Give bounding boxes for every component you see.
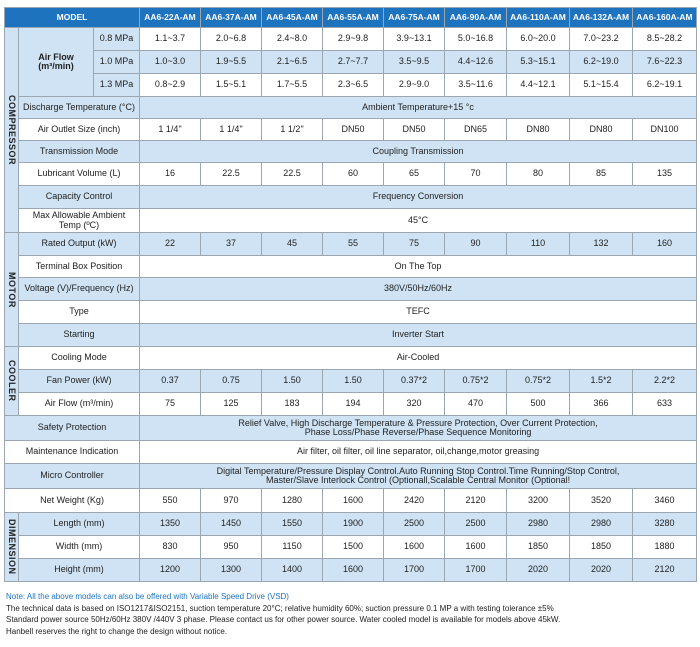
value-cell: 500 [507,393,570,416]
value-cell: 1600 [323,559,384,582]
model-header: MODEL [5,8,140,28]
value-cell: 2.2*2 [633,370,697,393]
row-label: Terminal Box Position [19,256,140,278]
value-cell: 60 [323,163,384,186]
value-cell: 1.5~5.1 [201,74,262,97]
value-cell: 1 1/4" [201,119,262,141]
group-motor: MOTOR [5,233,19,347]
pressure-label: 1.3 MPa [94,74,140,97]
span-value: Air filter, oil filter, oil line separator, oil,change,motor greasing [140,441,697,464]
span-value [140,416,697,441]
value-cell: 1.0~3.0 [140,51,201,74]
span-value: Frequency Conversion [140,186,697,209]
value-cell: 22.5 [262,163,323,186]
value-cell: 1850 [507,536,570,559]
note-vsd: Note: All the above models can also be offered with Variable Speed Drive (VSD) [6,592,289,601]
row-label: Maintenance Indication [5,441,140,464]
value-cell: 80 [507,163,570,186]
row-label: Max Allowable Ambient Temp (ºC) [19,209,140,233]
row-label: Air Outlet Size (inch) [19,119,140,141]
value-cell: 1850 [570,536,633,559]
row-label: Length (mm) [19,513,140,536]
value-cell: 2120 [445,489,507,513]
note-line-1: The technical data is based on ISO1217&ISO2151, suction temperature 20°C; relative humidity 60%; suction pressure 0.1 MP a with testing tolerance ±5% [6,603,554,613]
spec-row-micro [5,464,697,489]
spec-row-length [5,513,697,536]
row-label: Net Weight (Kg) [5,489,140,513]
row-label: Cooling Mode [19,347,140,370]
safety-line-2: Phase Loss/Phase Reverse/Phase Sequence Monitoring [304,427,532,437]
safety-line-1: Relief Valve, High Discharge Temperature & Pressure Protection, Over Current Protection, [238,417,598,428]
row-label: Starting [19,324,140,347]
value-cell: 75 [384,233,445,256]
row-label: Safety Protection [5,416,140,441]
value-cell: 1.5*2 [570,370,633,393]
value-cell: 1500 [323,536,384,559]
value-cell: 2.0~6.8 [201,28,262,51]
micro-line-2: Master/Slave Interlock Control (Optionall,Scalable Central Monitor (Optional! [265,475,571,485]
value-cell: 1 1/4" [140,119,201,141]
value-cell: 90 [445,233,507,256]
row-label: Fan Power (kW) [19,370,140,393]
value-cell: 1.9~5.5 [201,51,262,74]
row-label: Lubricant Volume (L) [19,163,140,186]
spec-row-height [5,559,697,582]
value-cell: 1300 [201,559,262,582]
span-value: 380V/50Hz/60Hz [140,278,697,301]
value-cell: 160 [633,233,697,256]
value-cell: 470 [445,393,507,416]
value-cell: 3460 [633,489,697,513]
row-label: Voltage (V)/Frequency (Hz) [19,278,140,301]
model-header-cell: AA6-132A-AM [570,8,633,28]
value-cell: 85 [570,163,633,186]
value-cell: 633 [633,393,697,416]
value-cell: 1400 [262,559,323,582]
value-cell: 1600 [384,536,445,559]
value-cell: 1.7~5.5 [262,74,323,97]
group-compressor: COMPRESSOR [5,28,19,233]
value-cell: 1700 [445,559,507,582]
value-cell: 2120 [633,559,697,582]
value-cell: 2420 [384,489,445,513]
value-cell: 5.1~15.4 [570,74,633,97]
value-cell: 1600 [323,489,384,513]
airflow-row [5,74,697,97]
value-cell: 1.50 [262,370,323,393]
value-cell: 2020 [507,559,570,582]
value-cell: 830 [140,536,201,559]
spec-row-weight [5,489,697,513]
value-cell: 3520 [570,489,633,513]
value-cell: 4.4~12.1 [507,74,570,97]
value-cell: 70 [445,163,507,186]
value-cell: DN65 [445,119,507,141]
value-cell: 3.5~9.5 [384,51,445,74]
value-cell: 2500 [445,513,507,536]
note-line-2: Standard power source 50Hz/60Hz 380V /440V 3 phase. Please contact us for other power source. Water cooled model is available for models above 45kW. [6,615,561,624]
value-cell: 6.2~19.1 [633,74,697,97]
value-cell: 183 [262,393,323,416]
airflow-label: Air Flow (m³/min) [19,28,94,97]
value-cell: 110 [507,233,570,256]
value-cell: 320 [384,393,445,416]
value-cell: 1150 [262,536,323,559]
spec-row-terminal-box [5,256,697,278]
value-cell: 1 1/2" [262,119,323,141]
value-cell: 7.0~23.2 [570,28,633,51]
spec-row-max-temp [5,209,697,233]
row-label: Height (mm) [19,559,140,582]
pressure-label: 0.8 MPa [94,28,140,51]
value-cell: 6.2~19.0 [570,51,633,74]
spec-row-transmission [5,141,697,163]
value-cell: 75 [140,393,201,416]
value-cell: 45 [262,233,323,256]
note-line-3: Hanbell reserves the right to change the design without notice. [6,626,228,636]
value-cell: 3280 [633,513,697,536]
value-cell: DN100 [633,119,697,141]
model-header-cell: AA6-55A-AM [323,8,384,28]
model-header-cell: AA6-110A-AM [507,8,570,28]
value-cell: 7.6~22.3 [633,51,697,74]
value-cell: 2980 [570,513,633,536]
value-cell: 6.0~20.0 [507,28,570,51]
spec-row-capacity [5,186,697,209]
spec-row-fan-power [5,370,697,393]
span-value: Ambient Temperature+15 °c [140,97,697,119]
value-cell: 37 [201,233,262,256]
value-cell: 1900 [323,513,384,536]
value-cell: 22 [140,233,201,256]
span-value: Air-Cooled [140,347,697,370]
spec-row-type [5,301,697,324]
value-cell: 1700 [384,559,445,582]
value-cell: 2020 [570,559,633,582]
row-label: Width (mm) [19,536,140,559]
row-label: Air Flow (m³/min) [19,393,140,416]
row-label: Capacity Control [19,186,140,209]
value-cell: 0.75 [201,370,262,393]
span-value [140,464,697,489]
value-cell: 3.9~13.1 [384,28,445,51]
value-cell: 1450 [201,513,262,536]
value-cell: 1.1~3.7 [140,28,201,51]
row-label: Transmission Mode [19,141,140,163]
value-cell: 1880 [633,536,697,559]
value-cell: DN50 [384,119,445,141]
micro-line-1: Digital Temperature/Pressure Display Control.Auto Running Stop Control.Time Running/Stop Control, [216,465,620,476]
value-cell: 1550 [262,513,323,536]
value-cell: 1350 [140,513,201,536]
notes-block [6,591,696,637]
value-cell: 2.4~8.0 [262,28,323,51]
value-cell: 1600 [445,536,507,559]
spec-table [4,7,697,582]
value-cell: DN80 [507,119,570,141]
value-cell: 22.5 [201,163,262,186]
span-value: 45°C [140,209,697,233]
value-cell: 0.8~2.9 [140,74,201,97]
value-cell: 1200 [140,559,201,582]
span-value: On The Top [140,256,697,278]
value-cell: 3.5~11.6 [445,74,507,97]
value-cell: 194 [323,393,384,416]
value-cell: 2.9~9.8 [323,28,384,51]
value-cell: 65 [384,163,445,186]
value-cell: 0.75*2 [445,370,507,393]
span-value: Coupling Transmission [140,141,697,163]
span-value: Inverter Start [140,324,697,347]
model-header-cell: AA6-160A-AM [633,8,697,28]
row-label: Discharge Temperature (°C) [19,97,140,119]
value-cell: 550 [140,489,201,513]
row-label: Type [19,301,140,324]
value-cell: 0.75*2 [507,370,570,393]
value-cell: 2980 [507,513,570,536]
spec-row-width [5,536,697,559]
value-cell: 5.0~16.8 [445,28,507,51]
model-header-cell: AA6-75A-AM [384,8,445,28]
header-row [5,8,697,28]
value-cell: 132 [570,233,633,256]
row-label: Rated Output (kW) [19,233,140,256]
spec-row-lubricant [5,163,697,186]
value-cell: 55 [323,233,384,256]
row-label: Micro Controller [5,464,140,489]
group-cooler: COOLER [5,347,19,416]
model-header-cell: AA6-90A-AM [445,8,507,28]
spec-row-safety [5,416,697,441]
value-cell: 1280 [262,489,323,513]
spec-row-maintenance [5,441,697,464]
value-cell: DN50 [323,119,384,141]
value-cell: 2.9~9.0 [384,74,445,97]
spec-row-outlet-size [5,119,697,141]
value-cell: 366 [570,393,633,416]
spec-row-rated-output [5,233,697,256]
value-cell: 135 [633,163,697,186]
value-cell: 8.5~28.2 [633,28,697,51]
value-cell: 950 [201,536,262,559]
pressure-label: 1.0 MPa [94,51,140,74]
span-value: TEFC [140,301,697,324]
value-cell: DN80 [570,119,633,141]
value-cell: 2.3~6.5 [323,74,384,97]
value-cell: 3200 [507,489,570,513]
model-header-cell: AA6-45A-AM [262,8,323,28]
value-cell: 0.37 [140,370,201,393]
value-cell: 2500 [384,513,445,536]
value-cell: 16 [140,163,201,186]
spec-row-cooler-airflow [5,393,697,416]
group-dimension: DIMENSION [5,513,19,582]
value-cell: 5.3~15.1 [507,51,570,74]
value-cell: 970 [201,489,262,513]
value-cell: 1.50 [323,370,384,393]
value-cell: 2.1~6.5 [262,51,323,74]
airflow-row [5,28,697,51]
spec-row-discharge-temp [5,97,697,119]
model-header-cell: AA6-37A-AM [201,8,262,28]
value-cell: 125 [201,393,262,416]
airflow-row [5,51,697,74]
value-cell: 4.4~12.6 [445,51,507,74]
spec-row-cooling-mode [5,347,697,370]
value-cell: 0.37*2 [384,370,445,393]
spec-row-voltage [5,278,697,301]
model-header-cell: AA6-22A-AM [140,8,201,28]
value-cell: 2.7~7.7 [323,51,384,74]
spec-row-starting [5,324,697,347]
